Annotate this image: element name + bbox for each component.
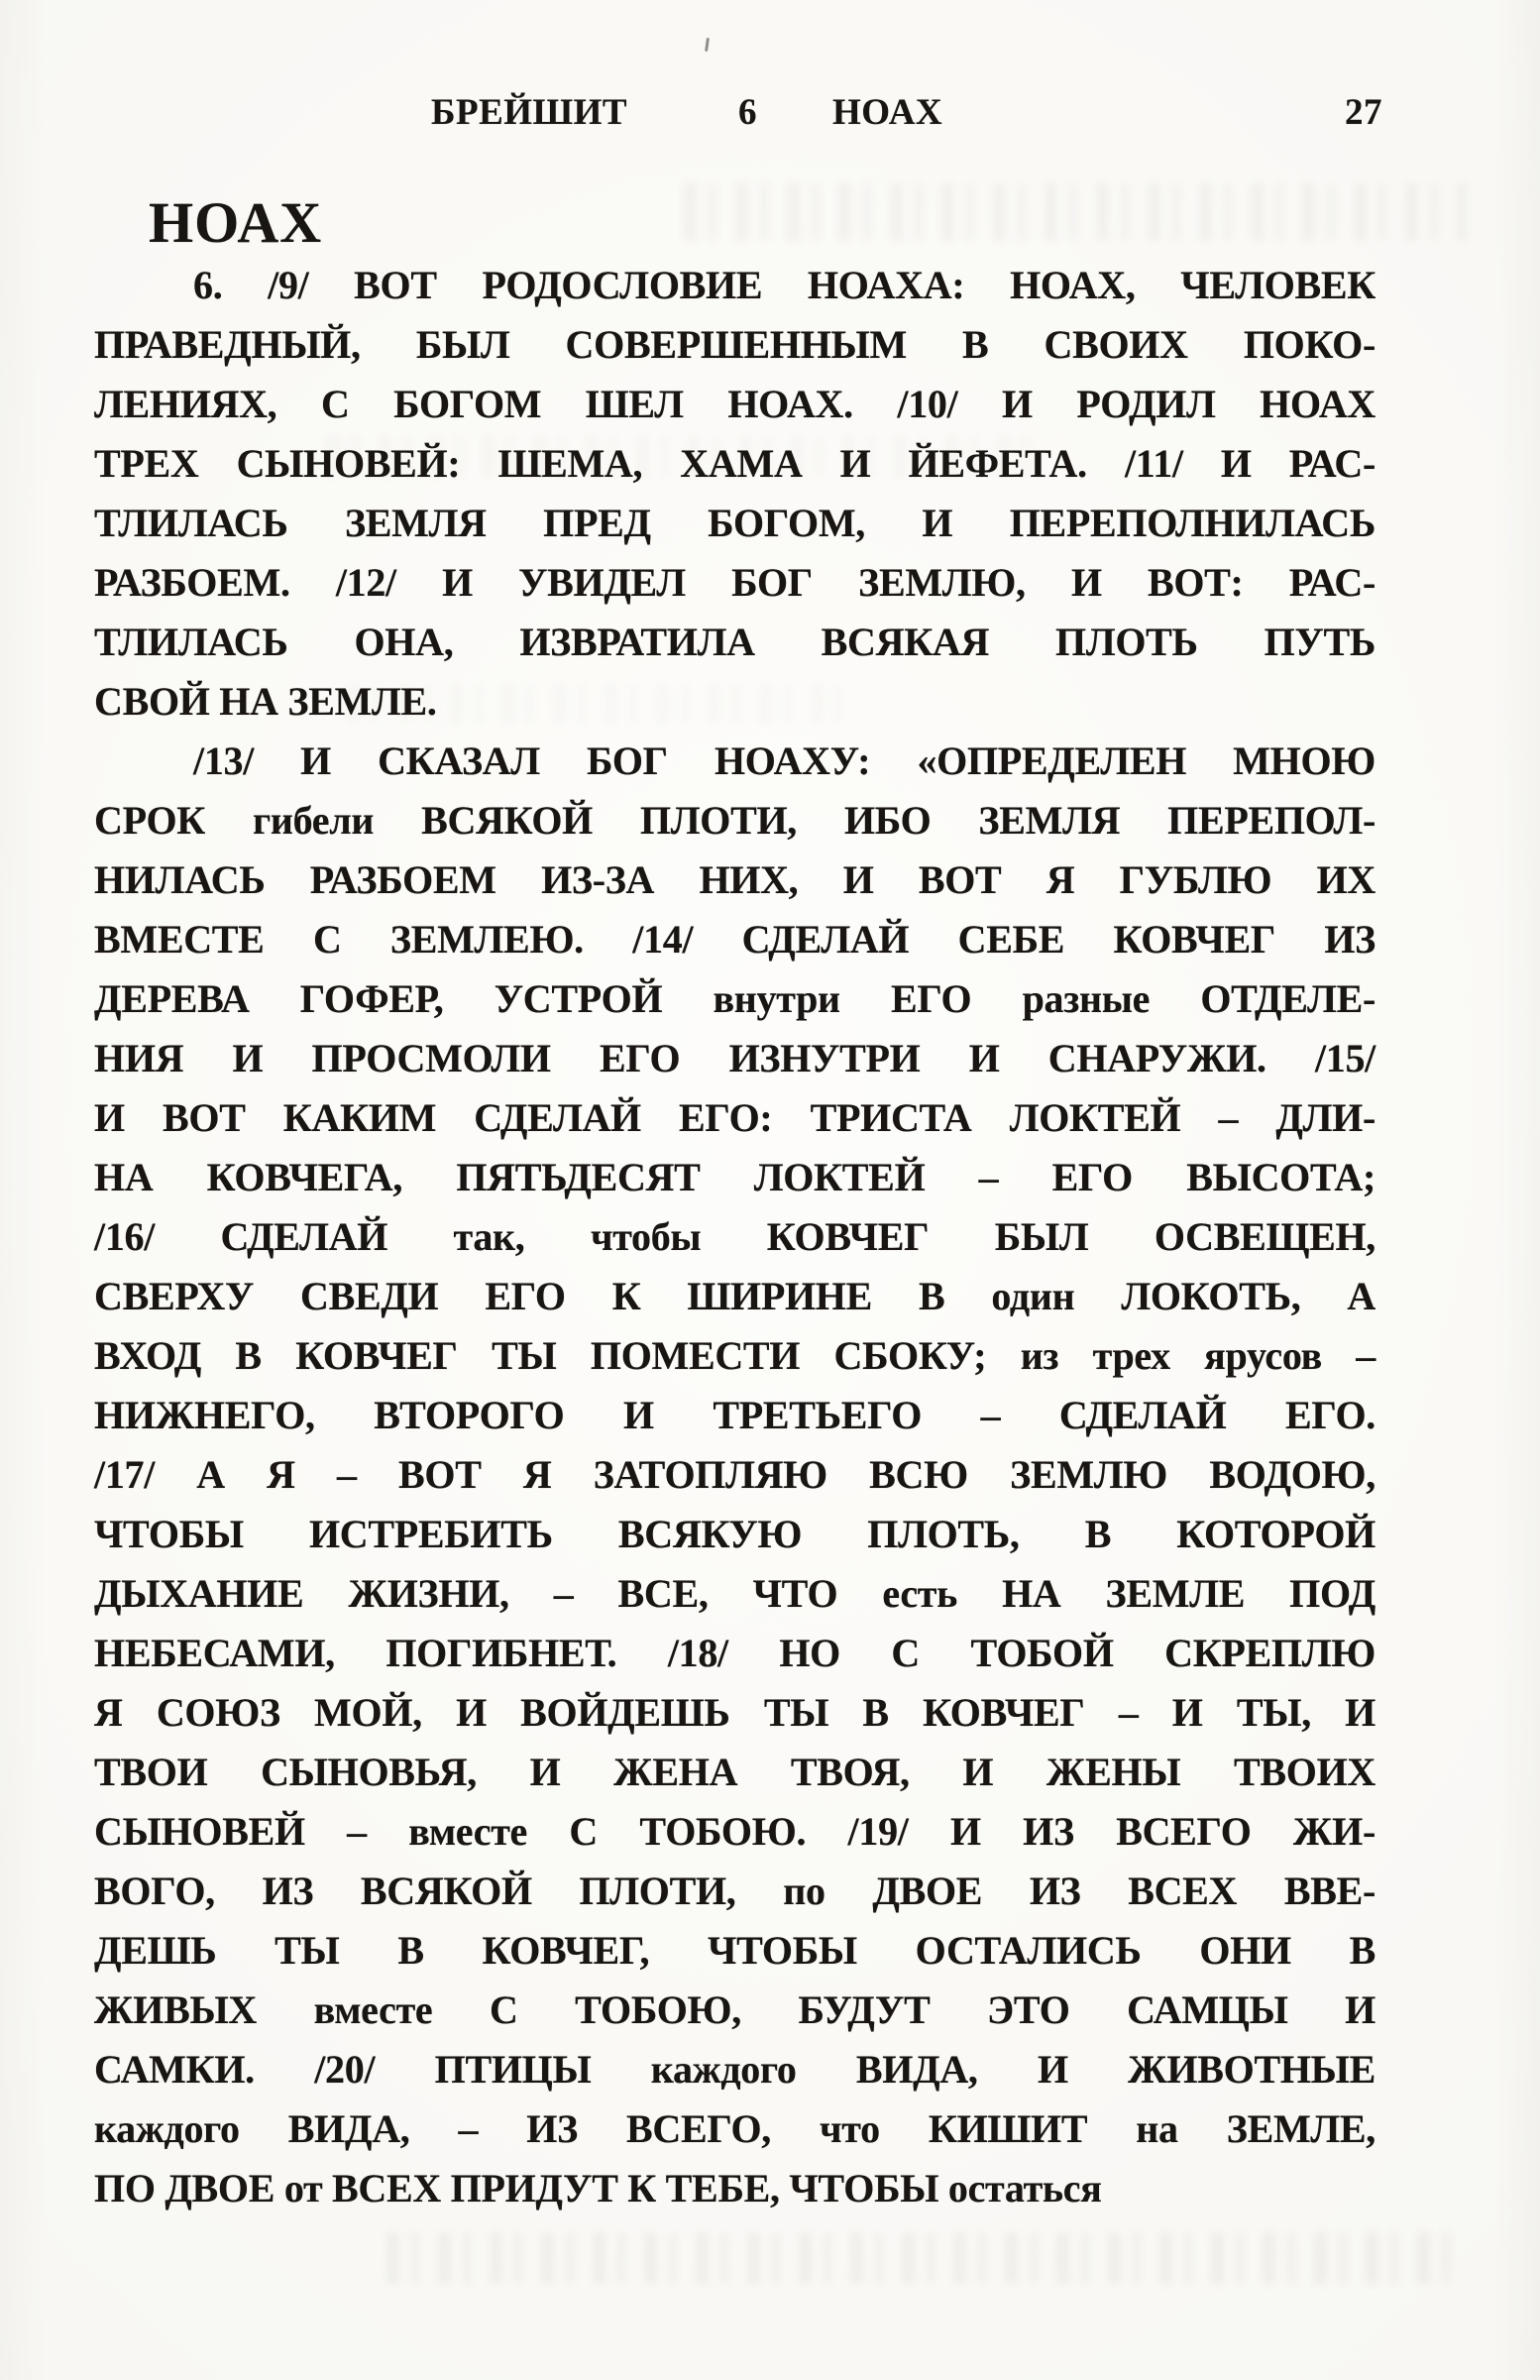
- body-text-line: СВЕРХУ СВЕДИ ЕГО К ШИРИНЕ В один ЛОКОТЬ, А: [94, 1274, 1375, 1318]
- body-text-line: 6. /9/ ВОТ РОДОСЛОВИЕ НОАХА: НОАХ, ЧЕЛОВЕК: [193, 263, 1375, 307]
- body-text-line: СРОК гибели ВСЯКОЙ ПЛОТИ, ИБО ЗЕМЛЯ ПЕРЕПОЛ-: [94, 798, 1375, 843]
- body-text-line: НИЛАСЬ РАЗБОЕМ ИЗ-ЗА НИХ, И ВОТ Я ГУБЛЮ ИХ: [94, 857, 1375, 902]
- body-text-line: ВХОД В КОВЧЕГ ТЫ ПОМЕСТИ СБОКУ; из трех ярусов –: [94, 1333, 1375, 1378]
- body-text: [94, 256, 1375, 2218]
- running-head-chapter-number: 6: [738, 92, 757, 133]
- scan-speck: [705, 38, 710, 52]
- body-text-line: ЖИВЫХ вместе С ТОБОЮ, БУДУТ ЭТО САМЦЫ И: [94, 1987, 1375, 2032]
- scan-bleedthrough-artifact: [684, 183, 1467, 241]
- body-text-line: ВОГО, ИЗ ВСЯКОЙ ПЛОТИ, по ДВОЕ ИЗ ВСЕХ ВВЕ-: [94, 1869, 1375, 1913]
- body-text-line: каждого ВИДА, – ИЗ ВСЕГО, что КИШИТ на ЗЕМЛЕ,: [94, 2106, 1375, 2151]
- body-text-line: Я СОЮЗ МОЙ, И ВОЙДЕШЬ ТЫ В КОВЧЕГ – И ТЫ, И: [94, 1690, 1375, 1735]
- body-text-line: И ВОТ КАКИМ СДЕЛАЙ ЕГО: ТРИСТА ЛОКТЕЙ – ДЛИ-: [94, 1095, 1375, 1140]
- body-text-line: /16/ СДЕЛАЙ так, чтобы КОВЧЕГ БЫЛ ОСВЕЩЕН,: [94, 1214, 1375, 1259]
- body-text-line: НА КОВЧЕГА, ПЯТЬДЕСЯТ ЛОКТЕЙ – ЕГО ВЫСОТА;: [94, 1155, 1375, 1199]
- body-text-line: СЫНОВЕЙ – вместе С ТОБОЮ. /19/ И ИЗ ВСЕГО ЖИ-: [94, 1809, 1375, 1854]
- scan-bleedthrough-artifact: [386, 2232, 1457, 2284]
- body-text-line: ПО ДВОЕ от ВСЕХ ПРИДУТ К ТЕБЕ, ЧТОБЫ остаться: [94, 2166, 1102, 2210]
- section-heading: НОАХ: [149, 190, 323, 255]
- body-text-line: ПРАВЕДНЫЙ, БЫЛ СОВЕРШЕННЫМ В СВОИХ ПОКО-: [94, 322, 1375, 367]
- body-text-line: ТВОИ СЫНОВЬЯ, И ЖЕНА ТВОЯ, И ЖЕНЫ ТВОИХ: [94, 1750, 1375, 1794]
- body-text-line: СВОЙ НА ЗЕМЛЕ.: [94, 679, 437, 724]
- running-head-book-title: БРЕЙШИТ: [431, 92, 628, 133]
- body-text-line: НЕБЕСАМИ, ПОГИБНЕТ. /18/ НО С ТОБОЙ СКРЕПЛЮ: [94, 1631, 1375, 1675]
- body-text-line: ВМЕСТЕ С ЗЕМЛЕЮ. /14/ СДЕЛАЙ СЕБЕ КОВЧЕГ ИЗ: [94, 917, 1375, 962]
- body-text-line: /13/ И СКАЗАЛ БОГ НОАХУ: «ОПРЕДЕЛЕН МНОЮ: [193, 738, 1375, 783]
- body-text-line: НИЖНЕГО, ВТОРОГО И ТРЕТЬЕГО – СДЕЛАЙ ЕГО.: [94, 1393, 1375, 1437]
- body-text-line: /17/ А Я – ВОТ Я ЗАТОПЛЯЮ ВСЮ ЗЕМЛЮ ВОДОЮ,: [94, 1452, 1375, 1497]
- body-text-line: ДЫХАНИЕ ЖИЗНИ, – ВСЕ, ЧТО есть НА ЗЕМЛЕ ПОД: [94, 1571, 1375, 1616]
- body-text-line: ДЕРЕВА ГОФЕР, УСТРОЙ внутри ЕГО разные ОТДЕЛЕ-: [94, 976, 1375, 1021]
- running-head: [94, 91, 1385, 135]
- body-text-line: ДЕШЬ ТЫ В КОВЧЕГ, ЧТОБЫ ОСТАЛИСЬ ОНИ В: [94, 1928, 1375, 1973]
- page-number: 27: [1345, 92, 1382, 133]
- body-text-line: РАЗБОЕМ. /12/ И УВИДЕЛ БОГ ЗЕМЛЮ, И ВОТ: РАС-: [94, 560, 1375, 605]
- running-head-parsha-title: НОАХ: [832, 92, 943, 133]
- body-text-line: ЧТОБЫ ИСТРЕБИТЬ ВСЯКУЮ ПЛОТЬ, В КОТОРОЙ: [94, 1512, 1375, 1556]
- body-text-line: ЛЕНИЯХ, С БОГОМ ШЕЛ НОАХ. /10/ И РОДИЛ НОАХ: [94, 382, 1375, 426]
- body-text-line: ТЛИЛАСЬ ЗЕМЛЯ ПРЕД БОГОМ, И ПЕРЕПОЛНИЛАСЬ: [94, 501, 1375, 545]
- body-text-line: ТРЕХ СЫНОВЕЙ: ШЕМА, ХАМА И ЙЕФЕТА. /11/ И РАС-: [94, 441, 1375, 486]
- body-text-line: НИЯ И ПРОСМОЛИ ЕГО ИЗНУТРИ И СНАРУЖИ. /15/: [94, 1036, 1375, 1080]
- body-text-line: САМКИ. /20/ ПТИЦЫ каждого ВИДА, И ЖИВОТНЫЕ: [94, 2047, 1375, 2092]
- body-text-line: ТЛИЛАСЬ ОНА, ИЗВРАТИЛА ВСЯКАЯ ПЛОТЬ ПУТЬ: [94, 620, 1375, 664]
